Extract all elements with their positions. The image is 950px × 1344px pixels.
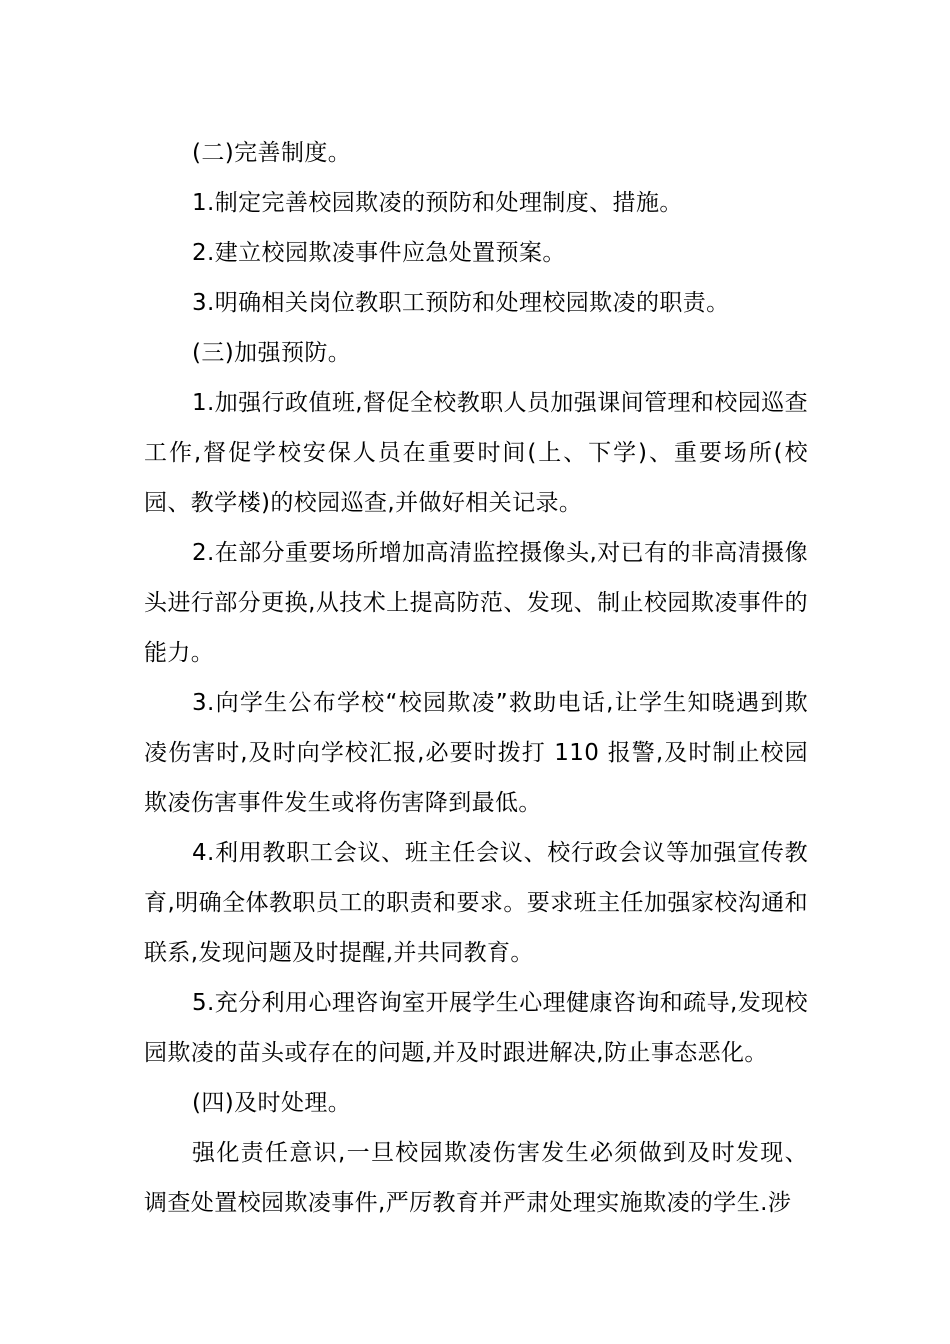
paragraph-item: 3.向学生公布学校“校园欺凌”救助电话,让学生知晓遇到欺凌伤害时,及时向学校汇报,必要时拨打 110 报警,及时制止校园欺凌伤害事件发生或将伤害降到最低。: [144, 690, 808, 816]
paragraph-item: 2.在部分重要场所增加高清监控摄像头,对已有的非高清摄像头进行部分更换,从技术上提高防范、发现、制止校园欺凌事件的能力。: [144, 540, 808, 666]
paragraph-item: 强化责任意识,一旦校园欺凌伤害发生必须做到及时发现、调查处置校园欺凌事件,严厉教育并严肃处理实施欺凌的学生.涉: [144, 1140, 808, 1216]
section-heading-improve-system: (二)完善制度。: [192, 140, 352, 166]
section-heading-timely-handling: (四)及时处理。: [192, 1090, 352, 1116]
paragraph-item: 4.利用教职工会议、班主任会议、校行政会议等加强宣传教育,明确全体教职员工的职责和要求。要求班主任加强家校沟通和联系,发现问题及时提醒,并共同教育。: [144, 840, 808, 966]
paragraph-item: 3.明确相关岗位教职工预防和处理校园欺凌的职责。: [192, 290, 730, 316]
section-heading-strengthen-prevention: (三)加强预防。: [192, 340, 352, 366]
paragraph-item: 1.加强行政值班,督促全校教职人员加强课间管理和校园巡查工作,督促学校安保人员在重要时间(上、下学)、重要场所(校园、教学楼)的校园巡查,并做好相关记录。: [144, 390, 808, 516]
paragraph-item: 1.制定完善校园欺凌的预防和处理制度、措施。: [192, 190, 683, 216]
paragraph-item: 2.建立校园欺凌事件应急处置预案。: [192, 240, 566, 266]
paragraph-item: 5.充分利用心理咨询室开展学生心理健康咨询和疏导,发现校园欺凌的苗头或存在的问题,并及时跟进解决,防止事态恶化。: [144, 990, 808, 1066]
document-body: [144, 128, 808, 1228]
